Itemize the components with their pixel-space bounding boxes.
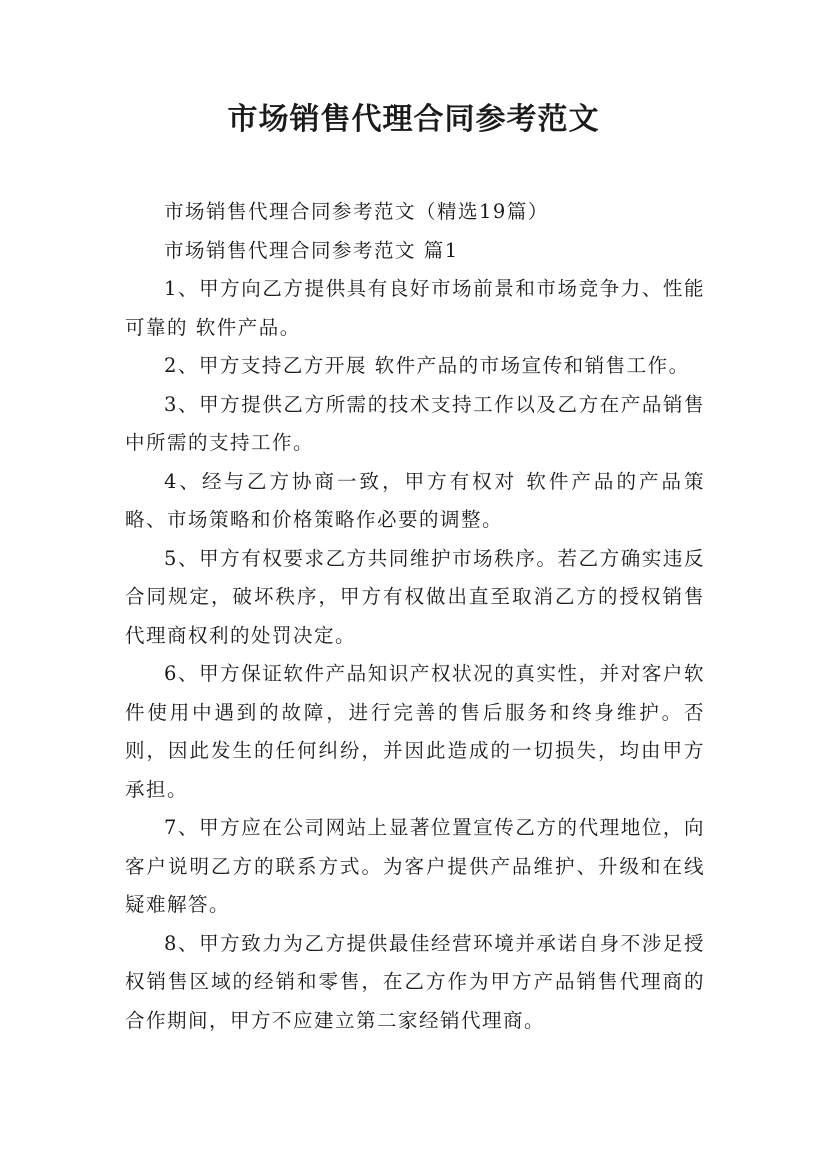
clause-paragraph-3: 3、甲方提供乙方所需的技术支持工作以及乙方在产品销售中所需的支持工作。 bbox=[125, 392, 705, 454]
clause-paragraph-2: 2、甲方支持乙方开展 软件产品的市场宣传和销售工作。 bbox=[164, 354, 690, 377]
document-title: 市场销售代理合同参考范文 bbox=[227, 102, 600, 137]
clause-paragraph-4: 4、经与乙方协商一致，甲方有权对 软件产品的产品策略、市场策略和价格策略作必要的调整。 bbox=[125, 469, 705, 531]
clause-paragraph-5: 5、甲方有权要求乙方共同维护市场秩序。若乙方确实违反合同规定，破坏秩序，甲方有权做出直至取消乙方的授权销售代理商权利的处罚决定。 bbox=[125, 546, 705, 647]
clause-paragraph-8: 8、甲方致力为乙方提供最佳经营环境并承诺自身不涉足授权销售区域的经销和零售，在乙方作为甲方产品销售代理商的合作期间，甲方不应建立第二家经销代理商。 bbox=[125, 931, 705, 1032]
clause-paragraph-6: 6、甲方保证软件产品知识产权状况的真实性，并对客户软件使用中遇到的故障，进行完善的售后服务和终身维护。否则，因此发生的任何纠纷，并因此造成的一切损失，均由甲方承担。 bbox=[125, 662, 705, 801]
section-heading: 市场销售代理合同参考范文 篇1 bbox=[164, 238, 459, 262]
clause-paragraph-7: 7、甲方应在公司网站上显著位置宣传乙方的代理地位，向客户说明乙方的联系方式。为客户提供产品维护、升级和在线疑难解答。 bbox=[125, 816, 705, 916]
document-body bbox=[125, 193, 705, 1040]
document-subtitle: 市场销售代理合同参考范文（精选19篇） bbox=[164, 200, 549, 223]
clause-paragraph-1: 1、甲方向乙方提供具有良好市场前景和市场竞争力、性能可靠的 软件产品。 bbox=[125, 277, 705, 339]
